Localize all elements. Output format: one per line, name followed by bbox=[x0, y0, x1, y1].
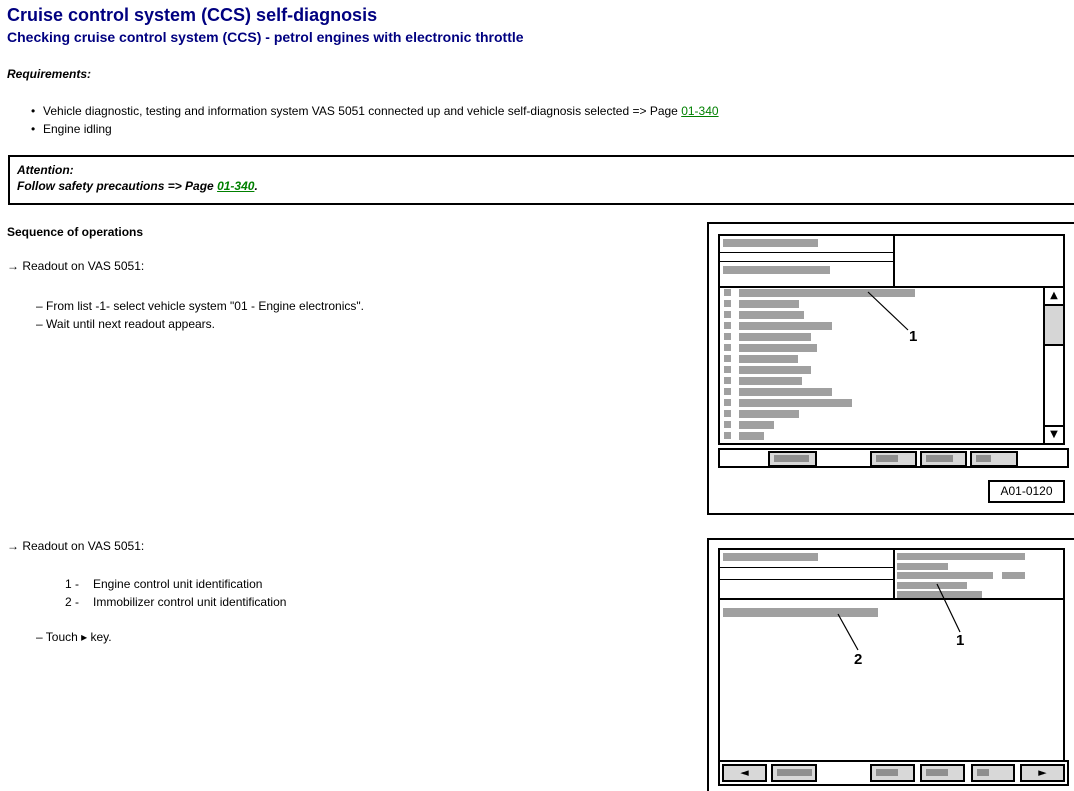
screen-toolbar bbox=[718, 760, 1069, 786]
requirements-heading: Requirements: bbox=[7, 67, 92, 81]
nav-right-icon: ► bbox=[1038, 766, 1047, 779]
list-item-bar bbox=[739, 322, 832, 330]
toolbar-button bbox=[920, 764, 965, 782]
list-bullet-square bbox=[724, 366, 731, 373]
list-item-bar bbox=[739, 300, 799, 308]
list-bullet-square bbox=[724, 421, 731, 428]
requirement-item bbox=[31, 120, 719, 138]
text-placeholder-bar bbox=[1002, 572, 1025, 579]
button-label-bar bbox=[876, 455, 898, 462]
list-item-bar bbox=[739, 410, 799, 418]
button-label-bar bbox=[976, 455, 991, 462]
nav-forward-button bbox=[1020, 764, 1065, 782]
page-title: Cruise control system (CCS) self-diagnosis bbox=[7, 5, 378, 25]
callout-line bbox=[868, 292, 908, 330]
header-divider bbox=[720, 261, 893, 262]
list-bullet-square bbox=[724, 432, 731, 439]
legend-number: 1 - bbox=[65, 577, 80, 591]
attention-text bbox=[17, 178, 1074, 194]
scroll-up-icon: ▲ bbox=[1045, 288, 1063, 306]
figure-code-label: A01-0120 bbox=[988, 480, 1065, 503]
callout-label-1: 1 bbox=[956, 632, 965, 649]
step-item: – Wait until next readout appears. bbox=[36, 317, 215, 331]
legend-item bbox=[65, 593, 286, 611]
text-placeholder-bar bbox=[723, 239, 818, 247]
list-item-bar bbox=[739, 421, 774, 429]
text-placeholder-bar bbox=[897, 572, 993, 579]
toolbar-button bbox=[771, 764, 817, 782]
screen-header-right bbox=[895, 550, 1063, 598]
list-bullet-square bbox=[724, 377, 731, 384]
scroll-thumb bbox=[1045, 306, 1063, 346]
figure-vas-screen-1 bbox=[707, 222, 1074, 515]
legend-text: Engine control unit identification bbox=[93, 577, 263, 591]
list-item-bar bbox=[739, 366, 811, 374]
header-divider bbox=[720, 252, 893, 253]
screen-header-left bbox=[720, 236, 895, 286]
list-bullet-square bbox=[724, 311, 731, 318]
requirement-item bbox=[31, 102, 719, 120]
page-link-01-340[interactable]: 01-340 bbox=[681, 104, 719, 118]
list-item-bar bbox=[739, 311, 804, 319]
list-bullet-square bbox=[724, 322, 731, 329]
button-label-bar bbox=[777, 769, 812, 776]
button-label-bar bbox=[926, 455, 953, 462]
attention-text-suffix: . bbox=[254, 179, 258, 193]
step-item: – From list -1- select vehicle system "01 - Engine electronics". bbox=[36, 299, 364, 313]
callout-label-1: 1 bbox=[909, 328, 918, 345]
nav-back-button bbox=[722, 764, 767, 782]
callout-legend bbox=[65, 575, 286, 611]
list-bullet-square bbox=[724, 388, 731, 395]
requirement-text bbox=[43, 102, 719, 120]
text-placeholder-bar bbox=[723, 608, 878, 617]
list-item-bar bbox=[739, 377, 802, 385]
callout-label-2: 2 bbox=[854, 651, 863, 668]
button-label-bar bbox=[926, 769, 948, 776]
text-placeholder-bar bbox=[897, 553, 1025, 560]
legend-number: 2 - bbox=[65, 595, 80, 609]
button-label-bar bbox=[876, 769, 898, 776]
scrollbar bbox=[1043, 288, 1063, 443]
list-item-bar bbox=[739, 289, 915, 297]
bullet-icon bbox=[31, 120, 43, 138]
list-item-bar bbox=[739, 333, 811, 341]
step-list-1 bbox=[36, 297, 364, 333]
nav-left-icon: ◄ bbox=[740, 766, 749, 779]
list-item-bar bbox=[739, 432, 764, 440]
screen-header bbox=[720, 550, 1063, 600]
list-item-bar bbox=[739, 388, 832, 396]
list-bullet-square bbox=[724, 333, 731, 340]
button-label-bar bbox=[977, 769, 989, 776]
toolbar-button bbox=[870, 764, 915, 782]
text-placeholder-bar bbox=[897, 591, 982, 598]
vas-screen-display bbox=[718, 234, 1065, 445]
attention-box bbox=[8, 155, 1074, 205]
list-bullet-square bbox=[724, 344, 731, 351]
page-link-01-340[interactable]: 01-340 bbox=[217, 179, 255, 193]
list-bullet-square bbox=[724, 355, 731, 362]
list-bullet-square bbox=[724, 410, 731, 417]
toolbar-button bbox=[920, 451, 967, 467]
readout-line-1: → Readout on VAS 5051: bbox=[7, 259, 145, 273]
touch-key-step: – Touch ▸ key. bbox=[36, 630, 112, 644]
attention-text-body: Follow safety precautions => Page bbox=[17, 179, 218, 193]
list-bullet-square bbox=[724, 300, 731, 307]
bullet-icon bbox=[31, 102, 43, 120]
text-placeholder-bar bbox=[723, 266, 830, 274]
list-bullet-square bbox=[724, 399, 731, 406]
text-placeholder-bar bbox=[897, 582, 967, 589]
list-bullet-square bbox=[724, 289, 731, 296]
list-item-bar bbox=[739, 399, 852, 407]
scroll-down-icon: ▼ bbox=[1045, 425, 1063, 443]
screen-toolbar bbox=[718, 448, 1069, 468]
page-subtitle: Checking cruise control system (CCS) - petrol engines with electronic throttle bbox=[7, 29, 524, 45]
screen-header bbox=[720, 236, 1063, 288]
legend-text: Immobilizer control unit identification bbox=[93, 595, 287, 609]
button-label-bar bbox=[774, 455, 809, 462]
vas-screen-display bbox=[718, 548, 1065, 786]
toolbar-button bbox=[768, 451, 817, 467]
header-divider bbox=[720, 579, 893, 580]
requirement-text-body: Vehicle diagnostic, testing and information system VAS 5051 connected up and vehicle self-diagnosis selected => Page bbox=[43, 104, 682, 118]
attention-heading: Attention: bbox=[17, 163, 74, 177]
figure-vas-screen-2 bbox=[707, 538, 1074, 791]
readout-line-2: → Readout on VAS 5051: bbox=[7, 539, 145, 553]
requirement-text: Engine idling bbox=[43, 122, 112, 136]
toolbar-button bbox=[970, 451, 1018, 467]
text-placeholder-bar bbox=[897, 563, 948, 570]
toolbar-button bbox=[971, 764, 1015, 782]
legend-item bbox=[65, 575, 286, 593]
list-item-bar bbox=[739, 344, 817, 352]
header-divider bbox=[720, 567, 893, 568]
list-item-bar bbox=[739, 355, 798, 363]
screen-header-left bbox=[720, 550, 895, 598]
sequence-heading: Sequence of operations bbox=[7, 225, 144, 239]
requirements-list bbox=[31, 102, 719, 138]
toolbar-button bbox=[870, 451, 917, 467]
callout-line bbox=[838, 614, 858, 650]
text-placeholder-bar bbox=[723, 553, 818, 561]
